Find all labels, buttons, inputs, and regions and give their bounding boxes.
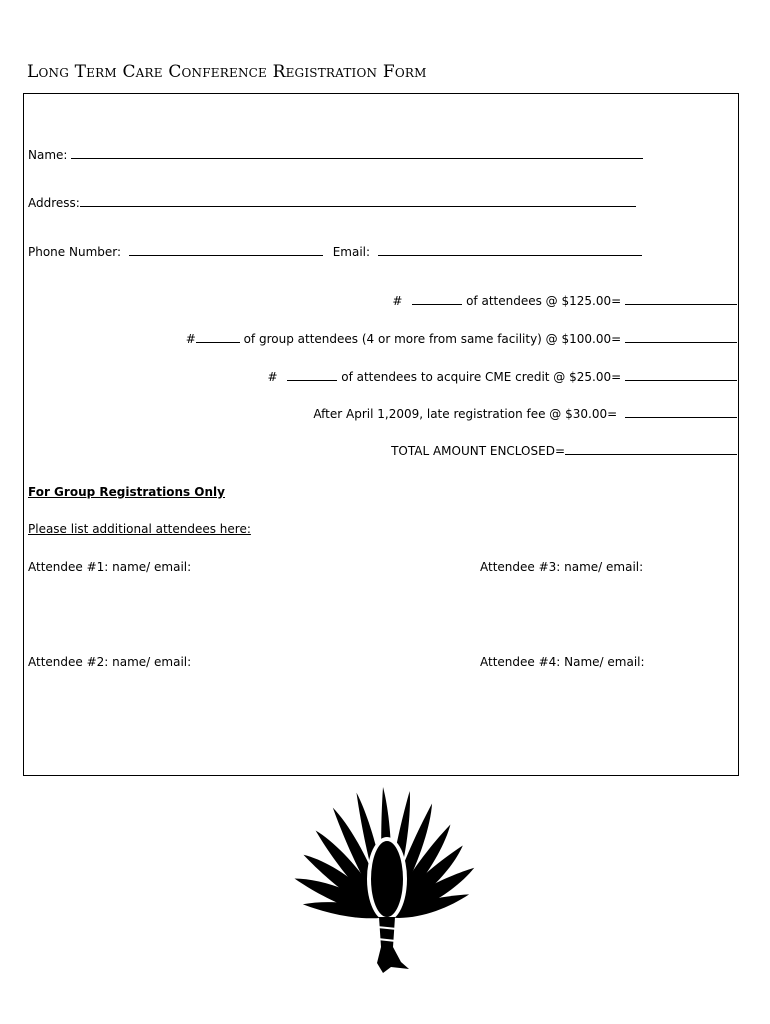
attendees-fee-label: of attendees @ $125.00= [466, 294, 622, 308]
cme-count-field[interactable] [287, 368, 337, 381]
attendee-1-label: Attendee #1: name/ email: [28, 560, 192, 574]
group-instructions: Please list additional attendees here: [28, 522, 251, 536]
phone-field[interactable] [129, 243, 323, 256]
group-fee-row [186, 330, 737, 346]
total-row [391, 442, 737, 458]
name-label: Name: [28, 148, 68, 162]
attendees-amount-field[interactable] [625, 292, 737, 305]
name-row [28, 146, 643, 162]
phone-email-row [28, 243, 642, 259]
attendee-4-label: Attendee #4: Name/ email: [480, 655, 645, 669]
cme-prefix: # [267, 370, 278, 384]
cme-amount-field[interactable] [625, 368, 737, 381]
attendee-2-label: Attendee #2: name/ email: [28, 655, 192, 669]
attendees-prefix: # [392, 294, 403, 308]
address-row [28, 194, 636, 210]
group-fee-label: of group attendees (4 or more from same facility) @ $100.00= [243, 332, 622, 346]
email-label: Email: [332, 245, 371, 259]
email-field[interactable] [378, 243, 642, 256]
group-count-field[interactable] [196, 330, 240, 343]
phone-label: Phone Number: [28, 245, 122, 259]
cme-fee-label: of attendees to acquire CME credit @ $25.00= [341, 370, 622, 384]
late-fee-row [313, 405, 737, 421]
group-prefix: # [185, 332, 196, 346]
attendees-count-field[interactable] [412, 292, 462, 305]
lotus-flower-icon [262, 782, 512, 987]
total-label: TOTAL AMOUNT ENCLOSED= [391, 444, 565, 458]
attendee-3-label: Attendee #3: name/ email: [480, 560, 644, 574]
group-heading: For Group Registrations Only [28, 485, 225, 499]
cme-fee-row [268, 368, 737, 384]
total-amount-field[interactable] [565, 442, 737, 455]
late-fee-label: After April 1,2009, late registration fee @ $30.00= [313, 407, 618, 421]
page-title: Long Term Care Conference Registration Form [27, 62, 427, 82]
group-amount-field[interactable] [625, 330, 737, 343]
name-field[interactable] [71, 146, 643, 159]
address-field[interactable] [80, 194, 636, 207]
attendees-fee-row [392, 292, 737, 308]
address-label: Address: [28, 196, 80, 210]
late-amount-field[interactable] [625, 405, 737, 418]
